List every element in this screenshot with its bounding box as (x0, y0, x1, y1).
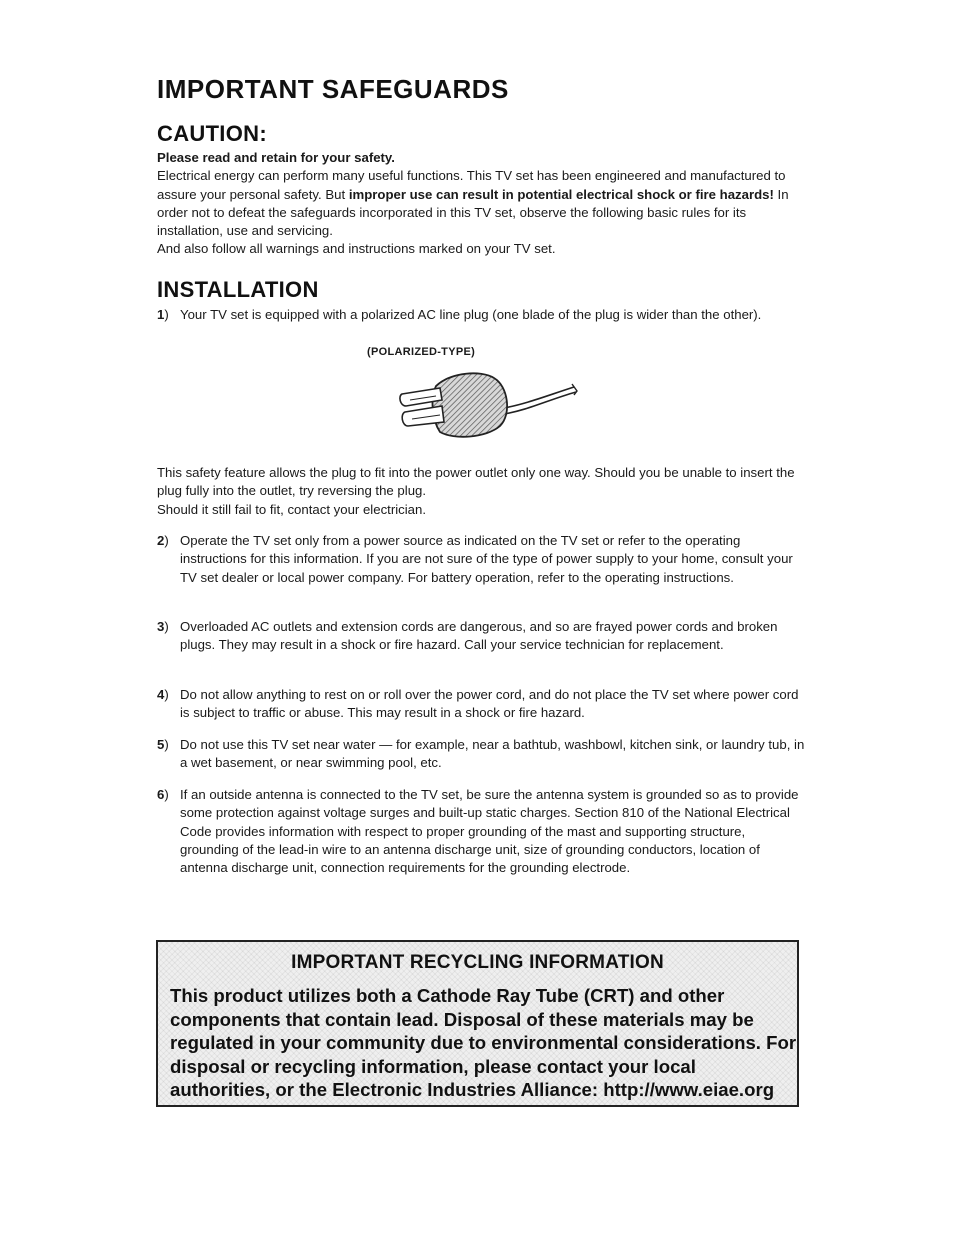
caution-paragraph-end: In order not to defeat the safeguards incorporated in this TV set, observe the following basic rules for its installation, use and servicing. (157, 186, 789, 239)
item-text: Operate the TV set only from a power source as indicated on the TV set or refer to the operating instructions for this information. If you are not sure of the type of power supply to your home, consult your TV set dealer or local power company. For battery operation, refer to the operating instructions. (180, 533, 793, 585)
installation-item-1 (157, 306, 807, 324)
caution-paragraph-start: Electrical energy can perform many useful functions. This TV set has been engineered and manufactured to assure your personal safety. But (157, 168, 786, 202)
caution-subheading: Please read and retain for your safety. (157, 150, 395, 165)
recycling-title: IMPORTANT RECYCLING INFORMATION (291, 952, 664, 973)
item-number: 2) (157, 533, 169, 548)
safety-paragraph-1: This safety feature allows the plug to fit into the power outlet only one way. Should you be unable to insert the plug fully into the outlet, try reversing the plug. (157, 465, 795, 499)
polarized-plug-icon (396, 364, 580, 442)
installation-item-4 (157, 686, 807, 723)
recycling-body: This product utilizes both a Cathode Ray Tube (CRT) and other components that contain lead. Disposal of these materials may be regulated in your community due to environmental considerations. For disposal or recycling information, please contact your local authorities, or the Electronic Industries Alliance: http://www.eiae.org (170, 985, 797, 1100)
recycling-info-box (156, 940, 799, 1107)
installation-item-6 (157, 786, 807, 877)
item-text: Your TV set is equipped with a polarized AC line plug (one blade of the plug is wider than the other). (180, 307, 762, 322)
item-number: 6) (157, 787, 169, 802)
item-number: 3) (157, 619, 169, 634)
caution-heading: CAUTION: (157, 121, 267, 146)
safety-paragraph-2: Should it still fail to fit, contact your electrician. (157, 501, 426, 517)
plug-safety-note (157, 464, 807, 519)
item-text: Overloaded AC outlets and extension cords are dangerous, and so are frayed power cords and broken plugs. They may result in a shock or fire hazard. Call your service technician for replacement. (180, 619, 778, 653)
caution-section (157, 149, 807, 259)
installation-heading: INSTALLATION (157, 277, 319, 302)
page-title: IMPORTANT SAFEGUARDS (157, 74, 509, 104)
item-number: 4) (157, 687, 169, 702)
item-text: If an outside antenna is connected to the TV set, be sure the antenna system is grounded so as to provide some protection against voltage surges and built-up static charges. Section 810 of the National Electrical Code provides information with respect to proper grounding of the mast and supporting structure, grounding of the lead-in wire to an antenna discharge unit, size of grounding conductors, location of antenna discharge unit, connection requirements for the grounding electrode. (180, 787, 799, 876)
installation-item-2 (157, 532, 807, 587)
caution-paragraph-2: And also follow all warnings and instructions marked on your TV set. (157, 241, 556, 257)
item-number: 5) (157, 737, 169, 752)
caution-paragraph (157, 167, 807, 240)
caution-paragraph-warning: improper use can result in potential electrical shock or fire hazards! (348, 186, 774, 202)
installation-item-5 (157, 736, 807, 773)
item-text: Do not use this TV set near water — for example, near a bathtub, washbowl, kitchen sink, or laundry tub, in a wet basement, or near swimming pool, etc. (180, 737, 805, 771)
installation-item-3 (157, 618, 807, 655)
plug-caption: (POLARIZED-TYPE) (367, 346, 476, 358)
item-text: Do not allow anything to rest on or roll over the power cord, and do not place the TV set where power cord is subject to traffic or abuse. This may result in a shock or fire hazard. (180, 687, 799, 721)
item-number: 1) (157, 307, 169, 322)
